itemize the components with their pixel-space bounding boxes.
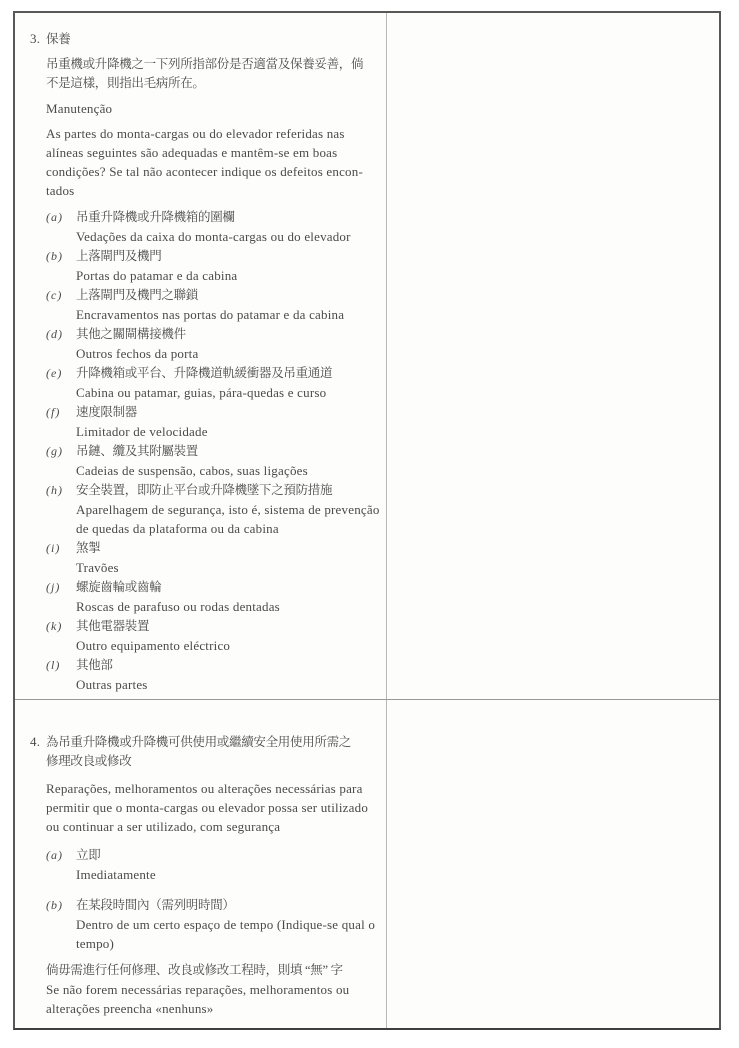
- section4-title-zh-line1: 為吊重升降機或升降機可供使用或繼續安全用使用所需之: [46, 735, 352, 749]
- item-text-pt: Portas do patamar e da cabina: [76, 268, 238, 283]
- text-line: alíneas seguintes são adequadas e mantêm-se em boas: [46, 145, 338, 160]
- section-maintenance: [30, 29, 384, 695]
- item-label: (d): [46, 327, 63, 341]
- section4-body: [46, 752, 384, 1018]
- checklist-item-b: [46, 247, 384, 285]
- text-line: Reparações, melhoramentos ou alterações necessárias para: [46, 781, 363, 796]
- item-text-zh: 安全裝置，即防止平台或升降機墜下之預防措施: [76, 483, 333, 497]
- section3-title-zh: 保養: [46, 32, 71, 46]
- section3-intro-pt: [46, 124, 384, 200]
- text-line: permitir que o monta-cargas ou elevador possa ser utilizado: [46, 800, 369, 815]
- section4-note: [46, 961, 384, 1018]
- checklist-item-k: [46, 617, 384, 655]
- checklist-item-d: [46, 325, 384, 363]
- item-label: (j): [46, 580, 61, 594]
- item-text-zh: 煞掣: [76, 541, 101, 555]
- item-text-pt: Outros fechos da porta: [76, 346, 199, 361]
- note-text-zh: 倘毋需進行任何修理、改良或修改工程時，則填 “無” 字: [46, 963, 343, 977]
- item-label: (a): [46, 848, 63, 862]
- item-text-zh: 其他部: [76, 658, 113, 672]
- item-label: (g): [46, 444, 63, 458]
- item-label: (b): [46, 249, 63, 263]
- text-line: Se não forem necessárias reparações, melhoramentos ou: [46, 982, 350, 997]
- item-text-pt: Imediatamente: [76, 867, 156, 882]
- item-label: (i): [46, 541, 61, 555]
- section-repairs: [30, 732, 384, 1018]
- checklist-item-i: [46, 539, 384, 577]
- note-text-pt: [46, 980, 376, 1018]
- checklist-item-e: [46, 364, 384, 402]
- item-label: (e): [46, 366, 63, 380]
- section4-intro-pt: [46, 779, 384, 836]
- text-line: 不是這樣，則指出毛病所在。: [46, 76, 205, 90]
- section3-checklist: [46, 208, 384, 694]
- text-line: 吊重機或升降機之一下列所指部份是否適當及保養妥善，倘: [46, 57, 364, 71]
- item-text-pt: Cabina ou patamar, guias, pára-quedas e curso: [76, 385, 327, 400]
- section3-body: [46, 55, 384, 694]
- item-text-pt: Cadeias de suspensão, cabos, suas ligações: [76, 463, 308, 478]
- item-text-zh: 吊鏈、纜及其附屬裝置: [76, 444, 199, 458]
- item-text-pt: Vedações da caixa do monta-cargas ou do elevador: [76, 229, 351, 244]
- item-text-zh: 速度限制器: [76, 405, 138, 419]
- item-text-pt: Aparelhagem de segurança, isto é, sistema de prevenção de quedas da plataforma ou da cabina: [76, 502, 380, 536]
- section3-title-pt: Manutenção: [46, 101, 113, 116]
- item-text-pt: Roscas de parafuso ou rodas dentadas: [76, 599, 280, 614]
- item-text-zh: 螺旋齒輪或齒輪: [76, 580, 162, 594]
- checklist-item-a: [46, 208, 384, 246]
- item-text-zh: 在某段時間內（需列明時間）: [76, 898, 235, 912]
- item-label: (f): [46, 405, 61, 419]
- option-item-a: [46, 846, 384, 884]
- item-label: (a): [46, 210, 63, 224]
- section4-heading: [30, 732, 384, 752]
- checklist-item-l: [46, 656, 384, 694]
- text-line: As partes do monta-cargas ou do elevador referidas nas: [46, 126, 345, 141]
- item-text-zh: 升降機箱或平台、升降機道軌緩衝器及吊重通道: [76, 366, 333, 380]
- item-label: (c): [46, 288, 63, 302]
- section3-intro-zh: [46, 55, 384, 93]
- item-label: (l): [46, 658, 61, 672]
- checklist-item-f: [46, 403, 384, 441]
- item-text-zh: 吊重升降機或升降機箱的圍欄: [76, 210, 235, 224]
- text-line: tados: [46, 183, 75, 198]
- item-text-pt: Dentro de um certo espaço de tempo (Indique-se qual o tempo): [76, 917, 376, 951]
- item-text-zh: 立即: [76, 848, 101, 862]
- text-line: alterações preencha «nenhuns»: [46, 1001, 214, 1016]
- text-line: condições? Se tal não acontecer indique os defeitos encon-: [46, 164, 363, 179]
- item-label: (b): [46, 898, 63, 912]
- checklist-item-g: [46, 442, 384, 480]
- item-text-pt: Outro equipamento eléctrico: [76, 638, 231, 653]
- item-text-pt: Encravamentos nas portas do patamar e da cabina: [76, 307, 345, 322]
- item-text-zh: 其他之關閘構接機件: [76, 327, 186, 341]
- item-text-zh: 上落閘門及機門: [76, 249, 162, 263]
- text-line: ou continuar a ser utilizado, com segurança: [46, 819, 281, 834]
- checklist-item-h: [46, 481, 384, 538]
- checklist-item-j: [46, 578, 384, 616]
- item-label: (h): [46, 483, 63, 497]
- section4-title-zh-line2: 修理改良或修改: [46, 754, 132, 768]
- item-text-pt: Travões: [76, 560, 119, 575]
- checklist-item-c: [46, 286, 384, 324]
- item-label: (k): [46, 619, 63, 633]
- section-divider-line: [15, 699, 719, 700]
- scanned-form-page: [13, 11, 721, 1030]
- item-text-pt: Limitador de velocidade: [76, 424, 208, 439]
- column-divider-line: [386, 13, 387, 1028]
- section3-heading: [30, 29, 384, 49]
- item-text-pt: Outras partes: [76, 677, 148, 692]
- option-item-b: [46, 896, 384, 953]
- item-text-zh: 其他電器裝置: [76, 619, 150, 633]
- section4-options: [46, 846, 384, 953]
- section4-number: 4.: [30, 734, 41, 749]
- item-text-zh: 上落閘門及機門之聯鎖: [76, 288, 199, 302]
- section3-number: 3.: [30, 31, 41, 46]
